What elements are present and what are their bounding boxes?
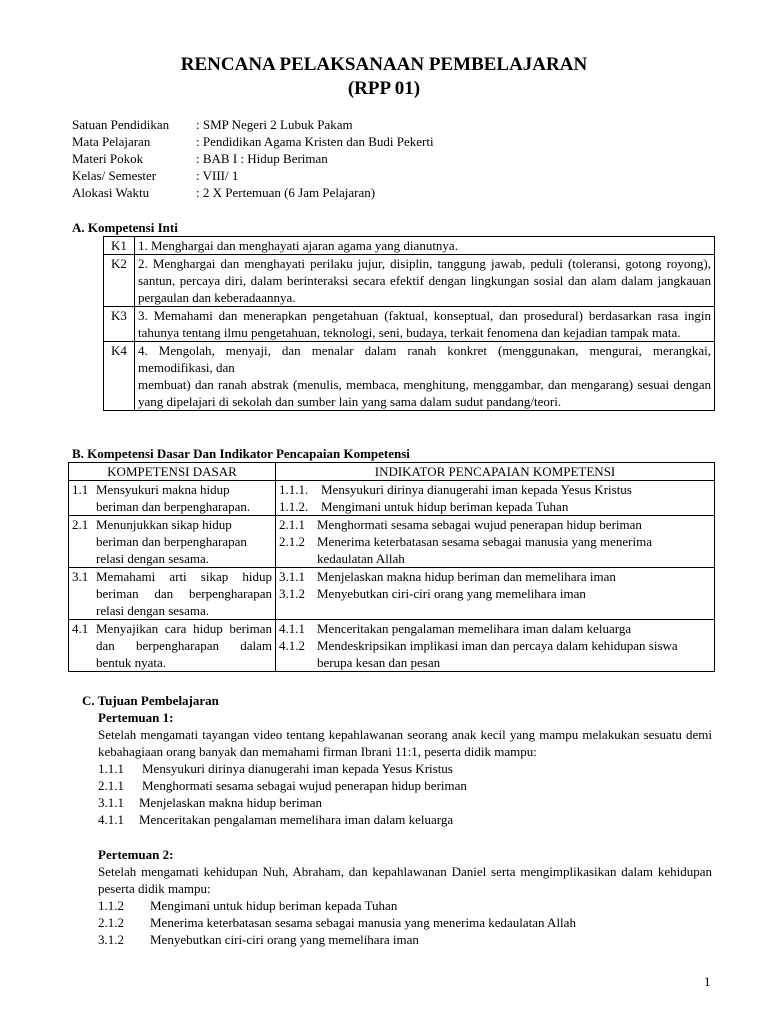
kd-text: Menyajikan cara hidup beriman dan berpengharapan dalam bentuk nyata.	[96, 621, 272, 670]
table-row	[104, 255, 715, 307]
kd-text: Memahami arti sikap hidup beriman dan berpengharapan relasi dengan sesama.	[96, 569, 272, 618]
indicator-number: 3.1.1	[279, 569, 305, 584]
kd-item	[72, 620, 272, 671]
indicator-text: Menceritakan pengalaman memelihara iman dalam keluarga	[317, 621, 632, 636]
section-c-heading: C. Tujuan Pembelajaran	[82, 693, 219, 708]
indicator-item	[279, 533, 711, 567]
indicator-cell	[276, 620, 715, 672]
indicator-text: Mensyukuri dirinya dianugerahi iman kepada Yesus Kristus	[321, 482, 632, 497]
kompetensi-inti-table	[103, 236, 715, 411]
list-item	[98, 897, 712, 914]
identity-row	[72, 167, 434, 184]
column-header: INDIKATOR PENCAPAIAN KOMPETENSI	[276, 463, 715, 481]
document-title: RENCANA PELAKSANAAN PEMBELAJARAN	[180, 54, 588, 75]
indicator-text: Menjelaskan makna hidup beriman dan memelihara iman	[317, 569, 616, 584]
identity-value: : 2 X Pertemuan (6 Jam Pelajaran)	[196, 185, 376, 200]
ki-code: K2	[104, 255, 135, 307]
list-text: Menjelaskan makna hidup beriman	[139, 795, 323, 810]
indicator-number: 2.1.1	[279, 517, 305, 532]
kd-number: 3.1	[72, 569, 89, 584]
list-number: 3.1.2	[98, 932, 124, 947]
table-row	[69, 568, 715, 620]
table-row	[69, 620, 715, 672]
identity-label: Alokasi Waktu	[72, 185, 150, 200]
ki-code: K4	[104, 342, 135, 411]
ki-text-continued: membuat) dan ranah abstrak (menulis, membaca, menghitung, menggambar, dan mengarang) sesuai dengan yang dipelajari di sekolah dan sumber lain yang sama dalam sudut pandang/teori.	[138, 377, 711, 409]
kompetensi-dasar-table	[68, 462, 715, 672]
indicator-text: Menyebutkan ciri-ciri orang yang memelihara iman	[317, 586, 586, 601]
table-row	[104, 237, 715, 255]
ki-text: 4. Mengolah, menyaji, dan menalar dalam ranah konkret (menggunakan, mengurai, merangkai, memodifikasi, dan	[138, 343, 711, 375]
list-text: Mengimani untuk hidup beriman kepada Tuhan	[150, 898, 398, 913]
indicator-cell	[276, 516, 715, 568]
kd-text: Menunjukkan sikap hidup beriman dan berpengharapan relasi dengan sesama.	[96, 517, 247, 566]
table-row	[69, 516, 715, 568]
indicator-item	[279, 568, 711, 585]
list-number: 1.1.1	[98, 761, 124, 776]
list-item	[98, 760, 712, 777]
identity-label: Satuan Pendidikan	[72, 117, 170, 132]
document-subtitle: (RPP 01)	[347, 78, 421, 99]
ki-text: 2. Menghargai dan menghayati perilaku jujur, disiplin, tanggung jawab, peduli (toleransi, gotong royong), santun, percaya diri, dalam berinteraksi secara efektif dengan lingkungan sosial dan alam dalam jangkauan pergaulan dan keberadaannya.	[135, 255, 715, 307]
list-number: 2.1.1	[98, 778, 124, 793]
list-text: Mensyukuri dirinya dianugerahi iman kepada Yesus Kristus	[142, 761, 453, 776]
list-text: Menerima keterbatasan sesama sebagai manusia yang menerima kedaulatan Allah	[150, 915, 576, 930]
ki-text: 3. Memahami dan menerapkan pengetahuan (faktual, konseptual, dan prosedural) berdasarkan rasa ingin tahunya tentang ilmu pengetahuan, teknologi, seni, budaya, terkait fenomena dan kejadian tampak mata.	[135, 307, 715, 342]
identity-row	[72, 150, 434, 167]
meeting-2-title: Pertemuan 2:	[98, 847, 174, 862]
indicator-item	[279, 481, 711, 498]
list-text: Menceritakan pengalaman memelihara iman dalam keluarga	[139, 812, 454, 827]
list-text: Menghormati sesama sebagai wujud penerapan hidup beriman	[142, 778, 467, 793]
identity-value: : VIII/ 1	[196, 168, 239, 183]
kd-text: Mensyukuri makna hidup beriman dan berpengharapan.	[96, 482, 251, 514]
list-number: 2.1.2	[98, 915, 124, 930]
kd-item	[72, 568, 272, 619]
table-row	[69, 481, 715, 516]
indicator-number: 4.1.2	[279, 638, 305, 653]
meeting-1-intro: Setelah mengamati tayangan video tentang kepahlawanan seorang anak kecil yang mampu melakukan sesuatu demi kebahagiaan orang banyak dan memahami firman Ibrani 11:1, peserta didik mampu:	[98, 727, 712, 759]
indicator-cell	[276, 481, 715, 516]
identity-value: : Pendidikan Agama Kristen dan Budi Pekerti	[196, 134, 434, 149]
list-number: 3.1.1	[98, 795, 124, 810]
ki-text-cell	[135, 342, 715, 411]
list-text: Menyebutkan ciri-ciri orang yang memelihara iman	[150, 932, 419, 947]
ki-text: 1. Menghargai dan menghayati ajaran agama yang dianutnya.	[135, 237, 715, 255]
indicator-text: Mendeskripsikan implikasi iman dan percaya dalam kehidupan siswa berupa kesan dan pesan	[317, 638, 678, 670]
identity-row	[72, 133, 434, 150]
table-header-row	[69, 463, 715, 481]
list-item	[98, 794, 712, 811]
identity-label: Mata Pelajaran	[72, 134, 151, 149]
list-number: 1.1.2	[98, 898, 124, 913]
kd-cell	[69, 516, 276, 568]
kd-cell	[69, 481, 276, 516]
meeting-1-block	[98, 709, 712, 828]
table-row	[104, 342, 715, 411]
indicator-text: Menerima keterbatasan sesama sebagai manusia yang menerima kedaulatan Allah	[317, 534, 652, 566]
list-item	[98, 931, 712, 948]
indicator-number: 1.1.2.	[279, 499, 309, 514]
indicator-item	[279, 498, 711, 515]
kd-number: 1.1	[72, 482, 89, 497]
identity-row	[72, 184, 434, 201]
indicator-text: Mengimani untuk hidup beriman kepada Tuhan	[321, 499, 569, 514]
indicator-number: 3.1.2	[279, 586, 305, 601]
indicator-number: 2.1.2	[279, 534, 305, 549]
list-item	[98, 914, 712, 931]
identity-value: : SMP Negeri 2 Lubuk Pakam	[196, 117, 353, 132]
kd-number: 2.1	[72, 517, 89, 532]
kd-cell	[69, 568, 276, 620]
indicator-cell	[276, 568, 715, 620]
list-item	[98, 777, 712, 794]
table-row	[104, 307, 715, 342]
meeting-1-title: Pertemuan 1:	[98, 710, 174, 725]
list-number: 4.1.1	[98, 812, 124, 827]
meeting-2-block	[98, 846, 712, 948]
ki-code: K1	[104, 237, 135, 255]
identity-label: Materi Pokok	[72, 151, 144, 166]
indicator-text: Menghormati sesama sebagai wujud penerapan hidup beriman	[317, 517, 642, 532]
identity-block	[72, 116, 434, 201]
indicator-item	[279, 516, 711, 533]
section-b-heading: B. Kompetensi Dasar Dan Indikator Pencapaian Kompetensi	[72, 446, 410, 461]
indicator-number: 4.1.1	[279, 621, 305, 636]
kd-cell	[69, 620, 276, 672]
meeting-2-intro: Setelah mengamati kehidupan Nuh, Abraham, dan kepahlawanan Daniel serta mengimplikasikan dalam kehidupan peserta didik mampu:	[98, 864, 712, 896]
list-item	[98, 811, 712, 828]
kd-number: 4.1	[72, 621, 89, 636]
section-a-heading: A. Kompetensi Inti	[72, 220, 178, 235]
column-header: KOMPETENSI DASAR	[69, 463, 276, 481]
indicator-item	[279, 637, 711, 671]
indicator-item	[279, 585, 711, 602]
identity-label: Kelas/ Semester	[72, 168, 157, 183]
identity-value: : BAB I : Hidup Beriman	[196, 151, 328, 166]
indicator-item	[279, 620, 711, 637]
kd-item	[72, 516, 272, 567]
identity-row	[72, 116, 434, 133]
ki-code: K3	[104, 307, 135, 342]
indicator-number: 1.1.1.	[279, 482, 309, 497]
kd-item	[72, 481, 272, 515]
page-number: 1	[704, 974, 711, 989]
